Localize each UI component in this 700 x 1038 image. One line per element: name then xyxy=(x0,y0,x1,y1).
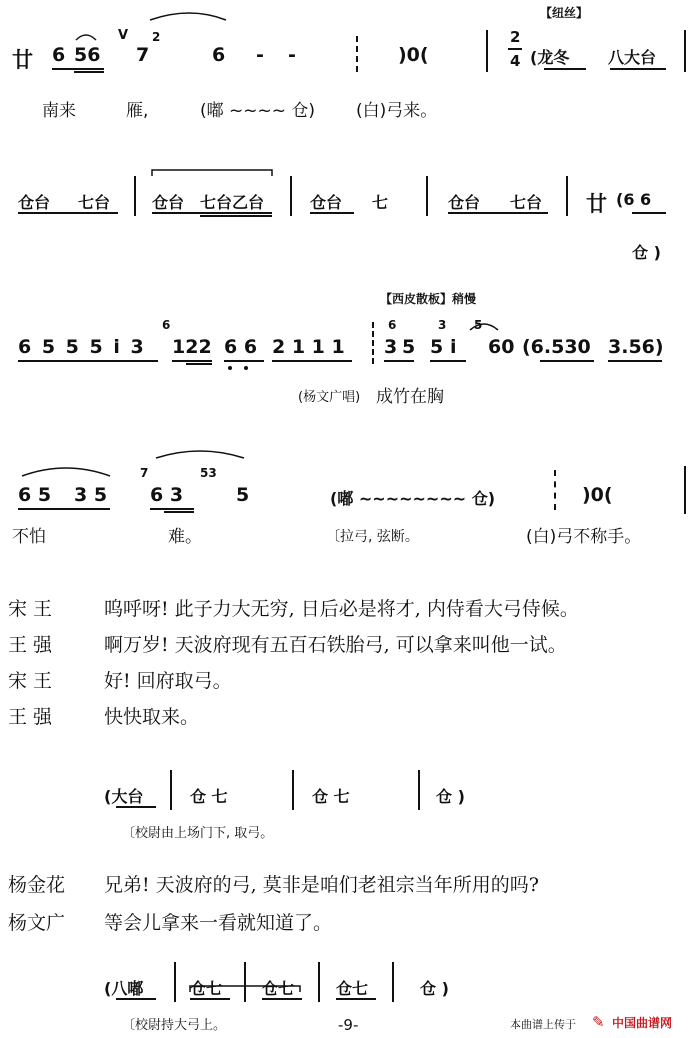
barline xyxy=(244,962,246,1002)
brand-logo-icon: ✎ xyxy=(592,1013,605,1031)
perc-syllables: 七 xyxy=(372,193,389,212)
note: 5 xyxy=(430,336,444,358)
drum-roll: (嘟 ~~~~~~~~ 仓) xyxy=(330,489,496,508)
lyric: 难。 xyxy=(168,527,202,547)
time-sig-bottom: 4 xyxy=(510,52,521,70)
perc-syllables: (龙冬 xyxy=(530,48,570,67)
perc-syllables: 仓 ) xyxy=(420,979,449,998)
perc-syllables: 仓七 xyxy=(336,979,369,998)
dash: - xyxy=(256,44,264,66)
slur xyxy=(150,13,226,20)
paren-notes: 3.56) xyxy=(608,336,664,358)
sanban-sign: 廿 xyxy=(12,48,33,72)
dialogue-line: 快快取来。 xyxy=(104,706,200,728)
slur xyxy=(156,451,244,458)
brand-name[interactable]: 中国曲谱网 xyxy=(612,1016,673,1030)
slur xyxy=(470,324,498,330)
perc-syllables: 仓 ) xyxy=(436,787,465,806)
underline xyxy=(336,998,376,1000)
underline xyxy=(116,998,156,1000)
dialogue-speaker: 杨金花 xyxy=(8,874,66,896)
dialogue-line: 呜呼呀! 此子力大无穷, 日后必是将才, 内侍看大弓侍候。 xyxy=(104,598,579,620)
breath-mark: V xyxy=(118,28,129,43)
dialogue-speaker: 杨文广 xyxy=(8,912,66,934)
rest: )0( xyxy=(582,484,613,506)
time-sig-top: 2 xyxy=(510,28,521,46)
note: 6 6 xyxy=(224,336,258,358)
perc-syllables: 七台乙台 xyxy=(200,193,265,212)
perc-syllables: 仓台 xyxy=(310,193,343,212)
dialogue-speaker: 宋 王 xyxy=(8,598,53,620)
underline xyxy=(262,998,302,1000)
note: 6 xyxy=(212,44,226,66)
note: 6 5 xyxy=(18,484,52,506)
perc-syllables: 仓 七 xyxy=(190,787,228,806)
barline xyxy=(174,962,176,1002)
perc-syllables: 仓台 xyxy=(448,193,481,212)
singer-credit: (杨文广唱) xyxy=(298,390,361,405)
grace-note: 5 xyxy=(474,318,483,332)
stage-direction: 〔校尉由上场门下, 取弓。 xyxy=(122,826,274,841)
note: i xyxy=(450,336,457,358)
note: 60 xyxy=(488,336,515,358)
note-run: 6 5 5 5 i 3 xyxy=(18,336,146,358)
dialogue-speaker: 王 强 xyxy=(8,706,53,728)
underline xyxy=(190,998,230,1000)
page-number: -9- xyxy=(338,1016,359,1034)
paren-notes: (6.530 xyxy=(522,336,591,358)
perc-syllables: 八大台 xyxy=(608,48,657,67)
dialogue-line: 好! 回府取弓。 xyxy=(104,670,232,692)
grace-note: 3 xyxy=(438,318,447,332)
perc-syllables: 仓七 xyxy=(190,979,223,998)
grace-note: 7 xyxy=(140,466,149,480)
note: 3 5 xyxy=(74,484,108,506)
perc-tail: (6 6 xyxy=(616,190,652,209)
perc-syllables: 仓 七 xyxy=(312,787,350,806)
underline xyxy=(116,806,156,808)
upload-credit: 本曲谱上传于 xyxy=(510,1018,576,1031)
slur xyxy=(22,468,110,476)
perc-syllables: (八嘟 xyxy=(104,979,144,998)
grace-note: 6 xyxy=(162,318,171,332)
dialogue-line: 兄弟! 天波府的弓, 莫非是咱们老祖宗当年所用的吗? xyxy=(104,874,539,896)
note: 7 xyxy=(136,44,150,66)
note: 3 xyxy=(384,336,398,358)
barline xyxy=(418,770,420,810)
stage-direction: 〔拉弓, 弦断。 xyxy=(326,529,419,545)
spoken-line: (白)弓来。 xyxy=(356,101,438,121)
grace-note: 2 xyxy=(152,30,161,44)
lyric: 成竹在胸 xyxy=(376,387,444,407)
note: 6 3 xyxy=(150,484,184,506)
grace-note: 53 xyxy=(200,466,217,480)
dialogue-speaker: 宋 王 xyxy=(8,670,53,692)
rest: )0( xyxy=(398,44,429,66)
perc-syllables: 仓七 xyxy=(262,979,295,998)
lyric: 南来 xyxy=(42,101,76,121)
drum-roll: (嘟 ~~~~ 仓) xyxy=(200,101,316,121)
dialogue-line: 等会儿拿来一看就知道了。 xyxy=(104,912,333,934)
note: 5 xyxy=(402,336,416,358)
note: 56 xyxy=(74,44,101,66)
spoken-line: (白)弓不称手。 xyxy=(526,527,642,547)
stage-direction: 〔校尉持大弓上。 xyxy=(122,1018,227,1033)
tune-banner-xipi: 【西皮散板】稍慢 xyxy=(380,292,477,306)
note-run: 2 1 1 1 xyxy=(272,336,345,358)
bracket xyxy=(152,170,272,176)
perc-syllables: 仓台 xyxy=(18,193,51,212)
barline xyxy=(170,770,172,810)
perc-syllables: 七台 xyxy=(78,193,111,212)
sanban-sign: 廿 xyxy=(586,192,607,216)
note: 5 xyxy=(236,484,250,506)
perc-syllables: 仓台 xyxy=(152,193,185,212)
perc-syllables: 七台 xyxy=(510,193,543,212)
dialogue-speaker: 王 强 xyxy=(8,634,53,656)
barline xyxy=(292,770,294,810)
barline xyxy=(392,962,394,1002)
dialogue-line: 啊万岁! 天波府现有五百石铁胎弓, 可以拿来叫他一试。 xyxy=(104,634,567,656)
barline xyxy=(318,962,320,1002)
grace-note: 6 xyxy=(388,318,397,332)
note: 122 xyxy=(172,336,212,358)
perc-syllables: (大台 xyxy=(104,787,144,806)
lyric: 雁, xyxy=(126,101,149,121)
dash: - xyxy=(288,44,296,66)
perc-tail: 仓 ) xyxy=(632,243,661,262)
note: 6 xyxy=(52,44,66,66)
lyric: 不怕 xyxy=(12,527,46,547)
slur xyxy=(76,35,96,40)
tune-banner-niusi: 【纽丝】 xyxy=(540,6,589,20)
